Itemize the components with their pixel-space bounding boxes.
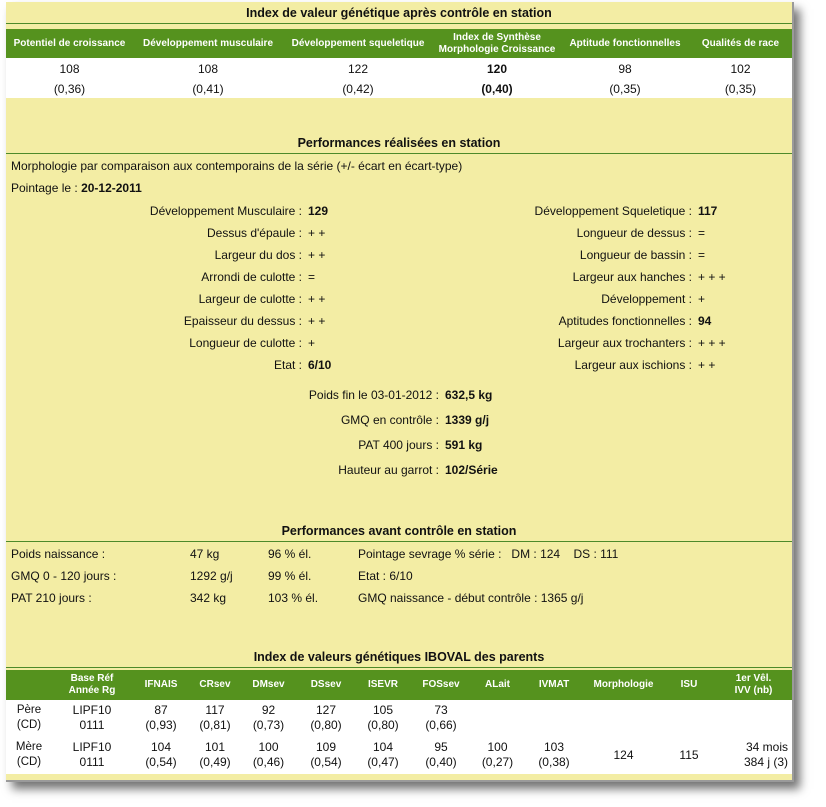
morpho-right-value-7: + + [698,358,716,372]
morpho-left-label-3: Arrondi de culotte : [201,270,302,284]
mere-row-cell-2: 100 (0,46) [240,736,297,774]
iboval-header-12: 1er Vêl. IVV (nb) [715,670,792,700]
before-extra-1: Etat : 6/10 [358,569,413,583]
morpho-right-label-4: Développement : [601,292,692,306]
iboval-header-11: ISU [663,670,715,700]
before-extra-0: Pointage sevrage % série : DM : 124 DS : 111 [358,547,619,561]
morpho-right-value-5: 94 [698,314,712,328]
morpho-left-value-3: = [308,270,316,284]
morpho-right-value-2: = [698,248,706,262]
before-value-1: 1292 g/j [190,569,233,583]
iboval-header-0 [6,670,52,700]
index-header-5: Qualités de race [689,29,792,58]
station-result-label-0: Poids fin le 03-01-2012 : [308,388,439,402]
morpho-left-value-4: + + [308,292,326,306]
iboval-header-2: IFNAIS [132,670,190,700]
morpho-left-label-4: Largeur de culotte : [198,292,302,306]
mere-row-cell-6: 100 (0,27) [471,736,524,774]
pere-row-cell-2: 92 (0,73) [240,700,297,736]
mere-row-cell-10: 34 mois 384 j (3) [715,736,792,774]
iboval-header-8: ALait [471,670,524,700]
index-header-2: Développement squeletique [283,29,433,58]
index-value-5: 102 [689,58,792,79]
mere-row-cell-0: 104 (0,54) [132,736,190,774]
morpho-right-value-1: = [698,226,706,240]
before-label-1: GMQ 0 - 120 jours : [11,569,117,583]
morpho-right-value-4: + [698,292,706,306]
morpho-right-label-5: Aptitudes fonctionnelles : [558,314,692,328]
station-result-label-1: GMQ en contrôle : [340,413,439,427]
morpho-left-value-1: + + [308,226,326,240]
morpho-right-label-7: Largeur aux ischions : [574,358,692,372]
section-performances-before-title: Performances avant contrôle en station [6,522,792,542]
index-header-3: Index de Synthèse Morphologie Croissance [433,29,561,58]
station-result-label-3: Hauteur au garrot : [338,463,439,477]
pointage-label: Pointage le : [11,181,78,195]
pointage-line [11,181,142,195]
before-label-2: PAT 210 jours : [11,591,92,605]
pere-row-cell-10 [715,700,792,736]
morpho-left-label-6: Longueur de culotte : [189,336,302,350]
before-extra-2: GMQ naissance - début contrôle : 1365 g/j [358,591,584,605]
station-result-label-2: PAT 400 jours : [358,438,439,452]
pere-row-cell-9 [663,700,715,736]
index-coef-3: (0,40) [433,79,561,98]
morpho-left-value-2: + + [308,248,326,262]
index-coef-2: (0,42) [283,79,433,98]
pere-row-cell-0: 87 (0,93) [132,700,190,736]
index-value-4: 98 [561,58,689,79]
index-coef-0: (0,36) [6,79,133,98]
morpho-left-label-0: Développement Musculaire : [149,204,302,218]
iboval-header-3: CRsev [190,670,240,700]
morpho-left-label-2: Largeur du dos : [214,248,302,262]
morpho-right-label-2: Longueur de bassin : [579,248,692,262]
iboval-header-10: Morphologie [584,670,663,700]
pere-row-cell-1: 117 (0,81) [190,700,240,736]
morphology-note: Morphologie par comparaison aux contemporains de la série (+/- écart en écart-type) [11,159,463,173]
index-header-4: Aptitude fonctionnelles [561,29,689,58]
section-index-station-title: Index de valeur génétique après contrôle en station [6,4,792,24]
iboval-header-6: ISEVR [355,670,411,700]
index-value-2: 122 [283,58,433,79]
genetic-record-card [6,2,794,782]
morpho-left-label-5: Epaisseur du dessus : [183,314,302,328]
pere-row-base: LIPF10 0111 [52,700,132,736]
pere-row-cell-5: 73 (0,66) [411,700,471,736]
pointage-date: 20-12-2011 [81,181,142,195]
index-header-0: Potentiel de croissance [6,29,133,58]
morpho-left-value-6: + [308,336,316,350]
mere-row-cell-3: 109 (0,54) [297,736,355,774]
section-performances-station-title: Performances réalisées en station [6,134,792,154]
index-coef-5: (0,35) [689,79,792,98]
before-value-2: 342 kg [190,591,227,605]
before-label-0: Poids naissance : [11,547,106,561]
index-header-1: Développement musculaire [133,29,283,58]
station-result-value-1: 1339 g/j [445,413,490,427]
iboval-parents-table [6,670,792,774]
iboval-header-4: DMsev [240,670,297,700]
station-result-value-3: 102/Série [445,463,498,477]
mere-row-cell-9: 115 [663,736,715,774]
pere-row-cell-3: 127 (0,80) [297,700,355,736]
morpho-left-value-0: 129 [308,204,329,218]
index-value-0: 108 [6,58,133,79]
before-value-0: 47 kg [190,547,220,561]
morpho-right-value-3: + + + [698,270,726,284]
mere-row-cell-8: 124 [584,736,663,774]
morpho-left-value-5: + + [308,314,326,328]
morpho-right-value-6: + + + [698,336,726,350]
morpho-right-label-1: Longueur de dessus : [576,226,692,240]
morpho-left-label-7: Etat : [273,358,302,372]
index-coef-1: (0,41) [133,79,283,98]
pere-row-cell-6 [471,700,524,736]
morpho-right-label-3: Largeur aux hanches : [572,270,692,284]
section-iboval-parents-title: Index de valeurs génétiques IBOVAL des parents [6,648,792,668]
index-value-1: 108 [133,58,283,79]
morpho-right-label-6: Largeur aux trochanters : [557,336,692,350]
pere-row-cell-7 [524,700,584,736]
morpho-right-label-0: Développement Squeletique : [534,204,692,218]
mere-row-cell-4: 104 (0,47) [355,736,411,774]
pere-row-cell-8 [584,700,663,736]
before-pct-2: 103 % él. [268,591,319,605]
mere-row-label: Mère (CD) [6,736,52,774]
index-coef-4: (0,35) [561,79,689,98]
iboval-header-9: IVMAT [524,670,584,700]
station-result-value-2: 591 kg [445,438,483,452]
mere-row-cell-1: 101 (0,49) [190,736,240,774]
index-station-table [6,29,792,98]
iboval-header-1: Base Réf Année Rg [52,670,132,700]
before-pct-1: 99 % él. [268,569,312,583]
before-pct-0: 96 % él. [268,547,312,561]
pere-row-label: Père (CD) [6,700,52,736]
index-value-3: 120 [433,58,561,79]
station-result-value-0: 632,5 kg [445,388,493,402]
morpho-left-label-1: Dessus d'épaule : [206,226,302,240]
mere-row-cell-5: 95 (0,40) [411,736,471,774]
mere-row-cell-7: 103 (0,38) [524,736,584,774]
iboval-header-5: DSsev [297,670,355,700]
mere-row-base: LIPF10 0111 [52,736,132,774]
iboval-header-7: FOSsev [411,670,471,700]
morpho-left-value-7: 6/10 [308,358,332,372]
pere-row-cell-4: 105 (0,80) [355,700,411,736]
morpho-right-value-0: 117 [698,204,718,218]
